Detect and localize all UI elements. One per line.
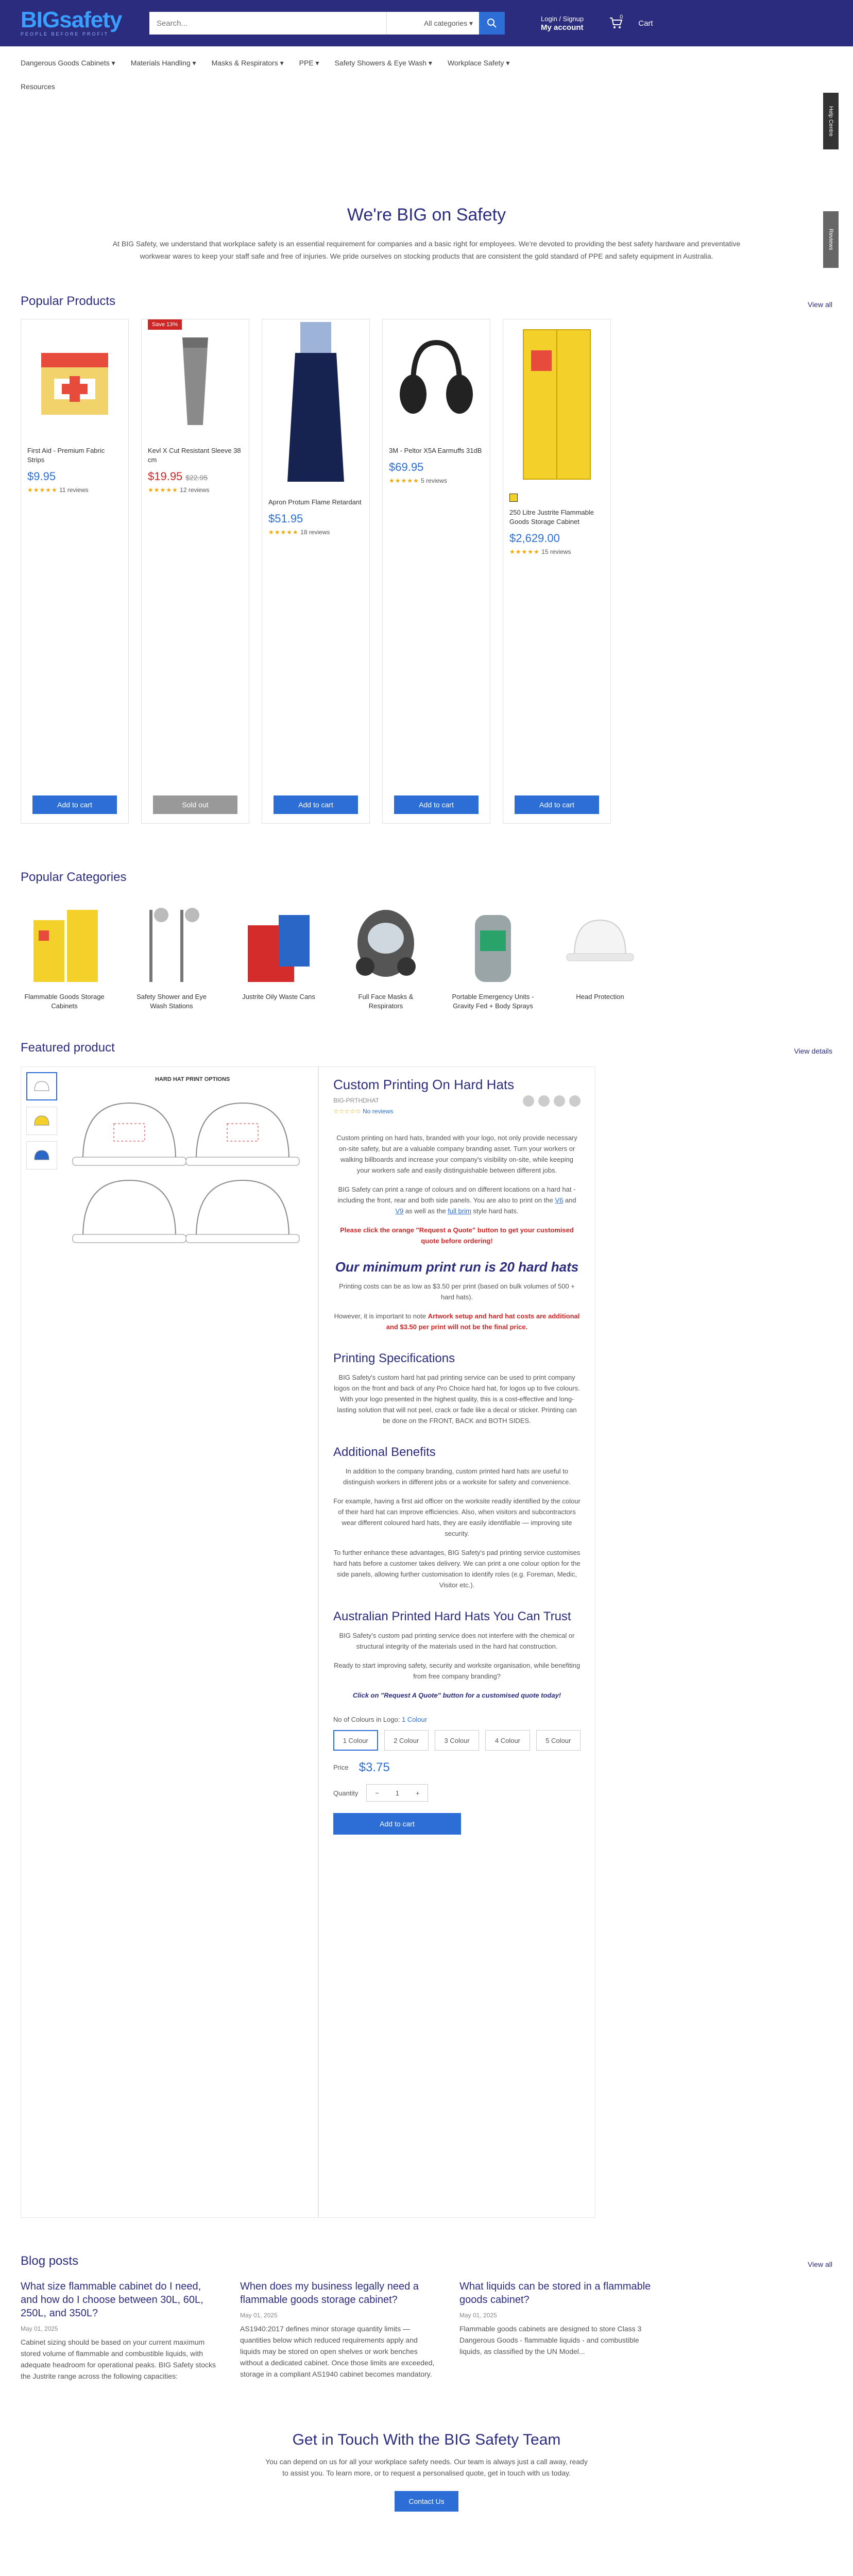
category-label: Full Face Masks & Respirators: [358, 993, 414, 1010]
sleeve-icon: [151, 327, 239, 430]
hard-hat-icon: [31, 1113, 52, 1129]
colours-label: No of Colours in Logo:: [333, 1716, 402, 1723]
section-title: Popular Products: [21, 294, 116, 308]
review-count: 12 reviews: [180, 486, 210, 494]
add-to-cart-button[interactable]: Add to cart: [32, 795, 117, 814]
product-name[interactable]: Apron Protum Flame Retardant: [268, 498, 362, 506]
colour-option[interactable]: 1 Colour: [333, 1730, 378, 1751]
product-card[interactable]: [382, 319, 490, 824]
section-heading: Additional Benefits: [333, 1445, 436, 1459]
product-price: $69.95: [389, 461, 424, 473]
nav-label: PPE: [299, 58, 314, 67]
popular-products-section: [0, 294, 853, 824]
quantity-label: Quantity: [333, 1789, 359, 1797]
hard-hat-diagram-icon: [62, 1072, 310, 1263]
help-centre-label: Help Centre: [828, 106, 834, 137]
contact-text: You can depend on us for all your workplace safety needs. Our team is always just a call away, ready to assist you. To learn more, or to request a personalised quote, get in touch with us today.: [265, 2458, 588, 2477]
star-rating-icon: ★★★★★: [27, 486, 58, 494]
category-card[interactable]: [556, 898, 644, 1011]
product-card[interactable]: [262, 319, 370, 824]
review-count: 15 reviews: [541, 548, 571, 555]
product-sku: BIG-PRTHDHAT: [333, 1097, 379, 1104]
nav-resources[interactable]: [0, 82, 853, 91]
blog-post-excerpt: AS1940:2017 defines minor storage quantity limits — quantities below which reduced requirements apply and liquids may be stored on open shelves or work benches without a dedicated cabinet. Once those limits are exceeded, storage in a compliant AS1940 cabinet becomes mandatory.: [240, 2325, 435, 2378]
cart-count: 0: [620, 14, 623, 20]
old-price: $22.95: [185, 473, 208, 482]
product-image[interactable]: [262, 319, 369, 489]
category-label: Portable Emergency Units - Gravity Fed + Body Sprays: [452, 993, 534, 1010]
blog-post-title[interactable]: What size flammable cabinet do I need, and how do I choose between 30L, 60L, 250L, and 350L?: [21, 2281, 203, 2319]
description-p5: However, it is important to note Artwork setup and hard hat costs are additional and $3.50 per print will not be the final price.: [334, 1312, 580, 1331]
add-to-cart-button[interactable]: Add to cart: [394, 795, 479, 814]
section-heading: Australian Printed Hard Hats You Can Trust: [333, 1609, 571, 1623]
price-label: Price: [333, 1764, 349, 1771]
pinterest-share-icon[interactable]: [554, 1095, 565, 1107]
product-image[interactable]: [503, 319, 610, 489]
gallery-thumbnail[interactable]: [26, 1107, 57, 1135]
emergency-unit-icon: [452, 900, 534, 987]
featured-details: [318, 1066, 595, 2218]
hero-section: [0, 205, 853, 262]
category-label: Head Protection: [576, 993, 624, 1001]
sold-out-button[interactable]: Sold out: [153, 795, 237, 814]
apron-icon: [272, 322, 360, 487]
blog-post-date: May 01, 2025: [459, 2312, 497, 2319]
section-title: Featured product: [21, 1041, 115, 1055]
product-rating: [148, 486, 243, 494]
reviews-tab-label: Reviews: [828, 229, 834, 250]
logo[interactable]: [21, 7, 139, 37]
popular-categories-section: [0, 870, 853, 1011]
quantity-stepper: [366, 1784, 428, 1802]
cabinet-icon: [510, 325, 603, 484]
product-image[interactable]: [383, 319, 490, 438]
cart-link[interactable]: [609, 14, 653, 29]
blog-post-excerpt: Flammable goods cabinets are designed to store Class 3 Dangerous Goods - flammable liquids - and combustible liquids, as classified by the UN Model...: [459, 2325, 642, 2355]
product-image[interactable]: [21, 319, 128, 438]
help-centre-button[interactable]: [823, 93, 839, 149]
contact-section: [0, 2431, 853, 2512]
search-button[interactable]: [479, 12, 505, 35]
nav-item[interactable]: Dangerous Goods Cabinets ▾: [21, 58, 115, 67]
nav-label: Dangerous Goods Cabinets: [21, 58, 110, 67]
minus-icon[interactable]: −: [375, 1789, 379, 1797]
nav-item[interactable]: Masks & Respirators ▾: [211, 58, 284, 67]
hero-title: We're BIG on Safety: [347, 205, 506, 225]
contact-title: Get in Touch With the BIG Safety Team: [292, 2431, 561, 2448]
search-bar: [149, 12, 505, 35]
search-category-label: All categories: [424, 19, 468, 27]
description-p8: For example, having a first aid officer on the worksite readily identified by the colour of their hard hat can improve efficiencies. Also, when visitors and subcontractors wear different coloured hard hats, they are easily identifiable — improving site security.: [333, 1497, 581, 1537]
featured-price: $3.75: [359, 1760, 390, 1774]
star-rating-icon: ★★★★★: [509, 548, 540, 555]
hard-hat-icon: [31, 1078, 52, 1095]
cabinet-icon: [23, 900, 106, 987]
product-card[interactable]: [21, 319, 129, 824]
search-category-select[interactable]: All categories ▾: [386, 12, 479, 35]
logo-accent: safety: [59, 7, 122, 32]
view-all-link[interactable]: View all: [808, 2260, 832, 2268]
section-title: Blog posts: [21, 2254, 79, 2268]
sale-badge: Save 13%: [148, 319, 182, 330]
star-rating-icon: ★★★★★: [148, 486, 178, 494]
product-rating: [268, 529, 363, 536]
description-p10: BIG Safety's custom pad printing service does not interfere with the chemical or structural integrity of the materials used in the hard hat construction.: [339, 1632, 575, 1650]
description-p4: Printing costs can be as low as $3.50 per print (based on bulk volumes of 500 + hard hats).: [339, 1282, 575, 1301]
description-p7: In addition to the company branding, custom printed hard hats are useful to distinguish workers in different jobs or a worksite for safety and convenience.: [343, 1467, 571, 1486]
product-name[interactable]: 250 Litre Justrite Flammable Goods Storage Cabinet: [509, 509, 594, 526]
product-price: $51.95: [268, 512, 303, 525]
nav-item[interactable]: PPE ▾: [299, 58, 319, 67]
earmuffs-icon: [393, 332, 480, 425]
hard-hat-icon: [31, 1147, 52, 1164]
email-share-icon[interactable]: [569, 1095, 581, 1107]
section-title: Popular Categories: [21, 870, 127, 884]
product-name[interactable]: First Aid - Premium Fabric Strips: [27, 447, 105, 464]
star-rating-icon: ★★★★★: [268, 529, 299, 536]
add-to-cart-button[interactable]: Add to cart: [274, 795, 358, 814]
product-rating: [27, 486, 122, 494]
blog-post-date: May 01, 2025: [240, 2312, 278, 2319]
star-rating-icon: ☆☆☆☆☆ No reviews: [333, 1108, 394, 1115]
category-card[interactable]: [21, 898, 108, 1011]
colours-value: 1 Colour: [401, 1716, 428, 1723]
colour-option[interactable]: 5 Colour: [536, 1730, 581, 1751]
view-details-link[interactable]: View details: [794, 1047, 832, 1055]
gallery-thumbnail[interactable]: [26, 1141, 57, 1170]
image-caption: HARD HAT PRINT OPTIONS: [155, 1076, 230, 1082]
featured-gallery: [21, 1066, 318, 2218]
colour-option[interactable]: 2 Colour: [384, 1730, 429, 1751]
quote-cta-text: Click on "Request A Quote" button for a customised quote today!: [352, 1691, 561, 1699]
nav-label: Masks & Respirators: [211, 58, 278, 67]
reviews-tab-button[interactable]: [823, 211, 839, 268]
category-label: Justrite Oily Waste Cans: [242, 993, 315, 1001]
nav-label: Safety Showers & Eye Wash: [334, 58, 427, 67]
review-count: No reviews: [363, 1108, 394, 1115]
add-to-cart-button[interactable]: Add to cart: [515, 795, 599, 814]
contact-us-button[interactable]: Contact Us: [395, 2491, 458, 2512]
account-line1: Login / Signup: [541, 15, 584, 23]
min-run-heading: Our minimum print run is 20 hard hats: [335, 1259, 579, 1275]
nav-item[interactable]: Materials Handling ▾: [130, 58, 196, 67]
featured-add-to-cart-button[interactable]: Add to cart: [333, 1813, 461, 1835]
colour-option[interactable]: 4 Colour: [485, 1730, 530, 1751]
blog-post-excerpt: Cabinet sizing should be based on your current maximum stored volume of flammable and combustible liquids, with adequate headroom for operational peaks. BIG Safety stocks the Justrite range across the following capacities:: [21, 2338, 216, 2380]
facebook-share-icon[interactable]: [523, 1095, 534, 1107]
logo-tagline: PEOPLE BEFORE PROFIT: [21, 31, 109, 37]
category-card[interactable]: [342, 898, 430, 1011]
quote-notice: Please click the orange "Request a Quote" button to get your customised quote before ordering!: [340, 1226, 574, 1245]
view-all-link[interactable]: View all: [808, 300, 832, 309]
featured-main-image[interactable]: [62, 1072, 310, 1268]
product-card[interactable]: [503, 319, 611, 824]
v9-link[interactable]: V9: [395, 1207, 404, 1215]
nav-item[interactable]: Workplace Safety ▾: [447, 58, 510, 67]
review-count: 18 reviews: [300, 529, 330, 536]
blog-post-title[interactable]: What liquids can be stored in a flammable goods cabinet?: [459, 2281, 651, 2306]
sale-price: $19.95: [148, 470, 183, 483]
colour-option[interactable]: 3 Colour: [435, 1730, 479, 1751]
safety-shower-icon: [130, 900, 213, 987]
product-rating: [389, 477, 484, 484]
category-label: Safety Shower and Eye Wash Stations: [137, 993, 207, 1010]
nav-label: Materials Handling: [130, 58, 191, 67]
full-brim-link[interactable]: full brim: [448, 1207, 471, 1215]
hard-hat-icon: [559, 900, 641, 987]
hero-text: At BIG Safety, we understand that workplace safety is an essential requirement for companies and a basic right for employees. We're devoted to providing the best safety hardware and preventative workwear wares to keep your staff safe and free of injuries. We pride ourselves on stocking products that are consistent the gold standard of PPE and safety equipment in Australia.: [112, 240, 741, 260]
product-image[interactable]: [142, 319, 249, 438]
respirator-icon: [345, 900, 427, 987]
nav-label: Workplace Safety: [447, 58, 504, 67]
waste-can-icon: [237, 900, 320, 987]
category-card[interactable]: [128, 898, 215, 1011]
product-price: $2,629.00: [509, 532, 560, 545]
product-rating: [509, 548, 604, 555]
search-icon: [487, 18, 497, 28]
description-p9: To further enhance these advantages, BIG Safety's pad printing service customises hard hats before a customer takes delivery. We can print a one colour option for the side panels, allowing further customisation to identify roles (e.g. Foreman, Medic, Visitor etc.).: [333, 1549, 581, 1589]
product-name[interactable]: Kevl X Cut Resistant Sleeve 38 cm: [148, 447, 241, 464]
color-swatch[interactable]: [509, 494, 518, 502]
v6-link[interactable]: V6: [555, 1196, 564, 1204]
category-card[interactable]: [449, 898, 537, 1011]
blog-post-title[interactable]: When does my business legally need a flammable goods storage cabinet?: [240, 2281, 419, 2306]
cart-label: Cart: [638, 19, 653, 28]
product-name[interactable]: 3M - Peltor X5A Earmuffs 31dB: [389, 447, 482, 454]
quantity-value[interactable]: 1: [395, 1789, 400, 1797]
blog-section: [0, 2254, 853, 2382]
description-p11: Ready to start improving safety, security and worksite organisation, while benefiting from free company branding?: [333, 1662, 581, 1680]
account-line2: My account: [541, 23, 584, 32]
section-heading: Printing Specifications: [333, 1351, 455, 1365]
account-link[interactable]: [541, 14, 584, 32]
description-p2: BIG Safety can print a range of colours and on different locations on a hard hat - including the front, rear and both side panels. You are also to print on the V6 and V9 as well as the full brim style hard hats.: [337, 1185, 576, 1215]
review-count: 5 reviews: [421, 477, 447, 484]
category-label: Flammable Goods Storage Cabinets: [24, 993, 105, 1010]
description-p6: BIG Safety's custom hard hat pad printing service can be used to print company logos on the front and back of any Pro Choice hard hat, for logos up to five colours. With your logo presented in the highest quality, this is a cost-effective and long-lasting solution that will not peel, crack or fade like a decal or sticker. Printing can be done on the FRONT, BACK and BOTH SIDES.: [334, 1374, 580, 1425]
featured-section: [0, 1041, 853, 2218]
nav-item[interactable]: Safety Showers & Eye Wash ▾: [334, 58, 432, 67]
logo-main: BIG: [21, 7, 60, 32]
search-input[interactable]: [149, 12, 386, 35]
product-price: $9.95: [27, 470, 56, 483]
star-rating-icon: ★★★★★: [389, 477, 419, 484]
gallery-thumbnail[interactable]: [26, 1072, 57, 1100]
site-header: [0, 0, 853, 46]
review-count: 11 reviews: [59, 486, 89, 494]
blog-post-card[interactable]: [459, 2280, 655, 2382]
product-card[interactable]: [141, 319, 249, 824]
first-aid-box-icon: [31, 332, 118, 425]
blog-post-date: May 01, 2025: [21, 2325, 58, 2332]
nav-label: Resources: [21, 82, 55, 91]
blog-post-card[interactable]: [21, 2280, 216, 2382]
plus-icon[interactable]: +: [415, 1789, 420, 1797]
colour-selector: [333, 1714, 581, 1835]
blog-post-card[interactable]: [240, 2280, 436, 2382]
main-nav: [0, 46, 853, 79]
product-price: [148, 470, 243, 483]
twitter-share-icon[interactable]: [538, 1095, 550, 1107]
description-p1: Custom printing on hard hats, branded with your logo, not only provide necessary on-site safety, but are a valuable company branding asset. Turn your workers or walking billboards and increase your company's visibility on-site, while keeping your workers safe and easily distinguishable between different jobs.: [336, 1134, 577, 1174]
category-card[interactable]: [235, 898, 322, 1011]
product-title: Custom Printing On Hard Hats: [333, 1077, 515, 1092]
